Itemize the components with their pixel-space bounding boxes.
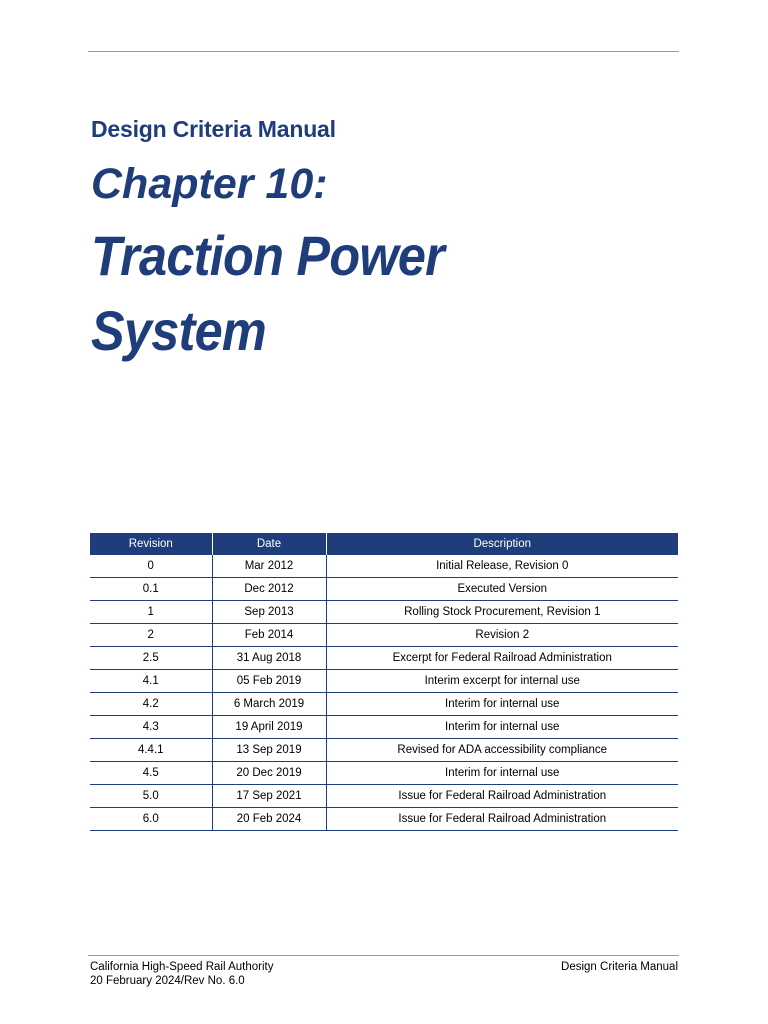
- table-row: [90, 762, 678, 785]
- table-row: [90, 808, 678, 831]
- footer-document-name: Design Criteria Manual: [561, 961, 678, 973]
- date-cell: 20 Feb 2024: [212, 808, 326, 831]
- date-cell: 05 Feb 2019: [212, 670, 326, 693]
- column-header-date: Date: [212, 533, 326, 555]
- description-cell: Executed Version: [326, 578, 678, 601]
- description-cell: Interim for internal use: [326, 762, 678, 785]
- date-cell: 17 Sep 2021: [212, 785, 326, 808]
- revision-table-header-row: [90, 533, 678, 555]
- table-row: [90, 578, 678, 601]
- column-header-revision: Revision: [90, 533, 212, 555]
- description-cell: Issue for Federal Railroad Administration: [326, 785, 678, 808]
- description-cell: Revised for ADA accessibility compliance: [326, 739, 678, 762]
- date-cell: 13 Sep 2019: [212, 739, 326, 762]
- footer-organization: California High-Speed Rail Authority: [90, 961, 274, 973]
- revision-cell: 0: [90, 555, 212, 578]
- description-cell: Revision 2: [326, 624, 678, 647]
- revision-table-body: [90, 555, 678, 831]
- revision-cell: 0.1: [90, 578, 212, 601]
- revision-cell: 4.2: [90, 693, 212, 716]
- column-header-description: Description: [326, 533, 678, 555]
- table-row: [90, 716, 678, 739]
- table-row: [90, 624, 678, 647]
- chapter-label: Chapter 10:: [91, 160, 328, 208]
- description-cell: Interim for internal use: [326, 693, 678, 716]
- table-row: [90, 739, 678, 762]
- header-rule: [88, 51, 679, 52]
- footer-date-revision: 20 February 2024/Rev No. 6.0: [90, 975, 245, 987]
- table-row: [90, 785, 678, 808]
- revision-cell: 4.1: [90, 670, 212, 693]
- footer-left: [90, 960, 273, 988]
- date-cell: 20 Dec 2019: [212, 762, 326, 785]
- revision-cell: 1: [90, 601, 212, 624]
- revision-cell: 4.4.1: [90, 739, 212, 762]
- date-cell: 31 Aug 2018: [212, 647, 326, 670]
- chapter-title: Traction Power System: [91, 224, 445, 362]
- document-subtitle: Design Criteria Manual: [91, 116, 336, 142]
- table-row: [90, 647, 678, 670]
- date-cell: Mar 2012: [212, 555, 326, 578]
- revision-cell: 6.0: [90, 808, 212, 831]
- description-cell: Rolling Stock Procurement, Revision 1: [326, 601, 678, 624]
- date-cell: Dec 2012: [212, 578, 326, 601]
- description-cell: Issue for Federal Railroad Administration: [326, 808, 678, 831]
- date-cell: Feb 2014: [212, 624, 326, 647]
- description-cell: Excerpt for Federal Railroad Administration: [326, 647, 678, 670]
- revision-table: [90, 533, 678, 831]
- description-cell: Interim excerpt for internal use: [326, 670, 678, 693]
- description-cell: Interim for internal use: [326, 716, 678, 739]
- revision-cell: 5.0: [90, 785, 212, 808]
- revision-cell: 4.3: [90, 716, 212, 739]
- table-row: [90, 693, 678, 716]
- footer-rule: [88, 955, 679, 956]
- table-row: [90, 670, 678, 693]
- description-cell: Initial Release, Revision 0: [326, 555, 678, 578]
- date-cell: Sep 2013: [212, 601, 326, 624]
- table-row: [90, 555, 678, 578]
- table-row: [90, 601, 678, 624]
- revision-cell: 2: [90, 624, 212, 647]
- date-cell: 6 March 2019: [212, 693, 326, 716]
- revision-cell: 2.5: [90, 647, 212, 670]
- date-cell: 19 April 2019: [212, 716, 326, 739]
- revision-cell: 4.5: [90, 762, 212, 785]
- footer-right: [561, 960, 678, 974]
